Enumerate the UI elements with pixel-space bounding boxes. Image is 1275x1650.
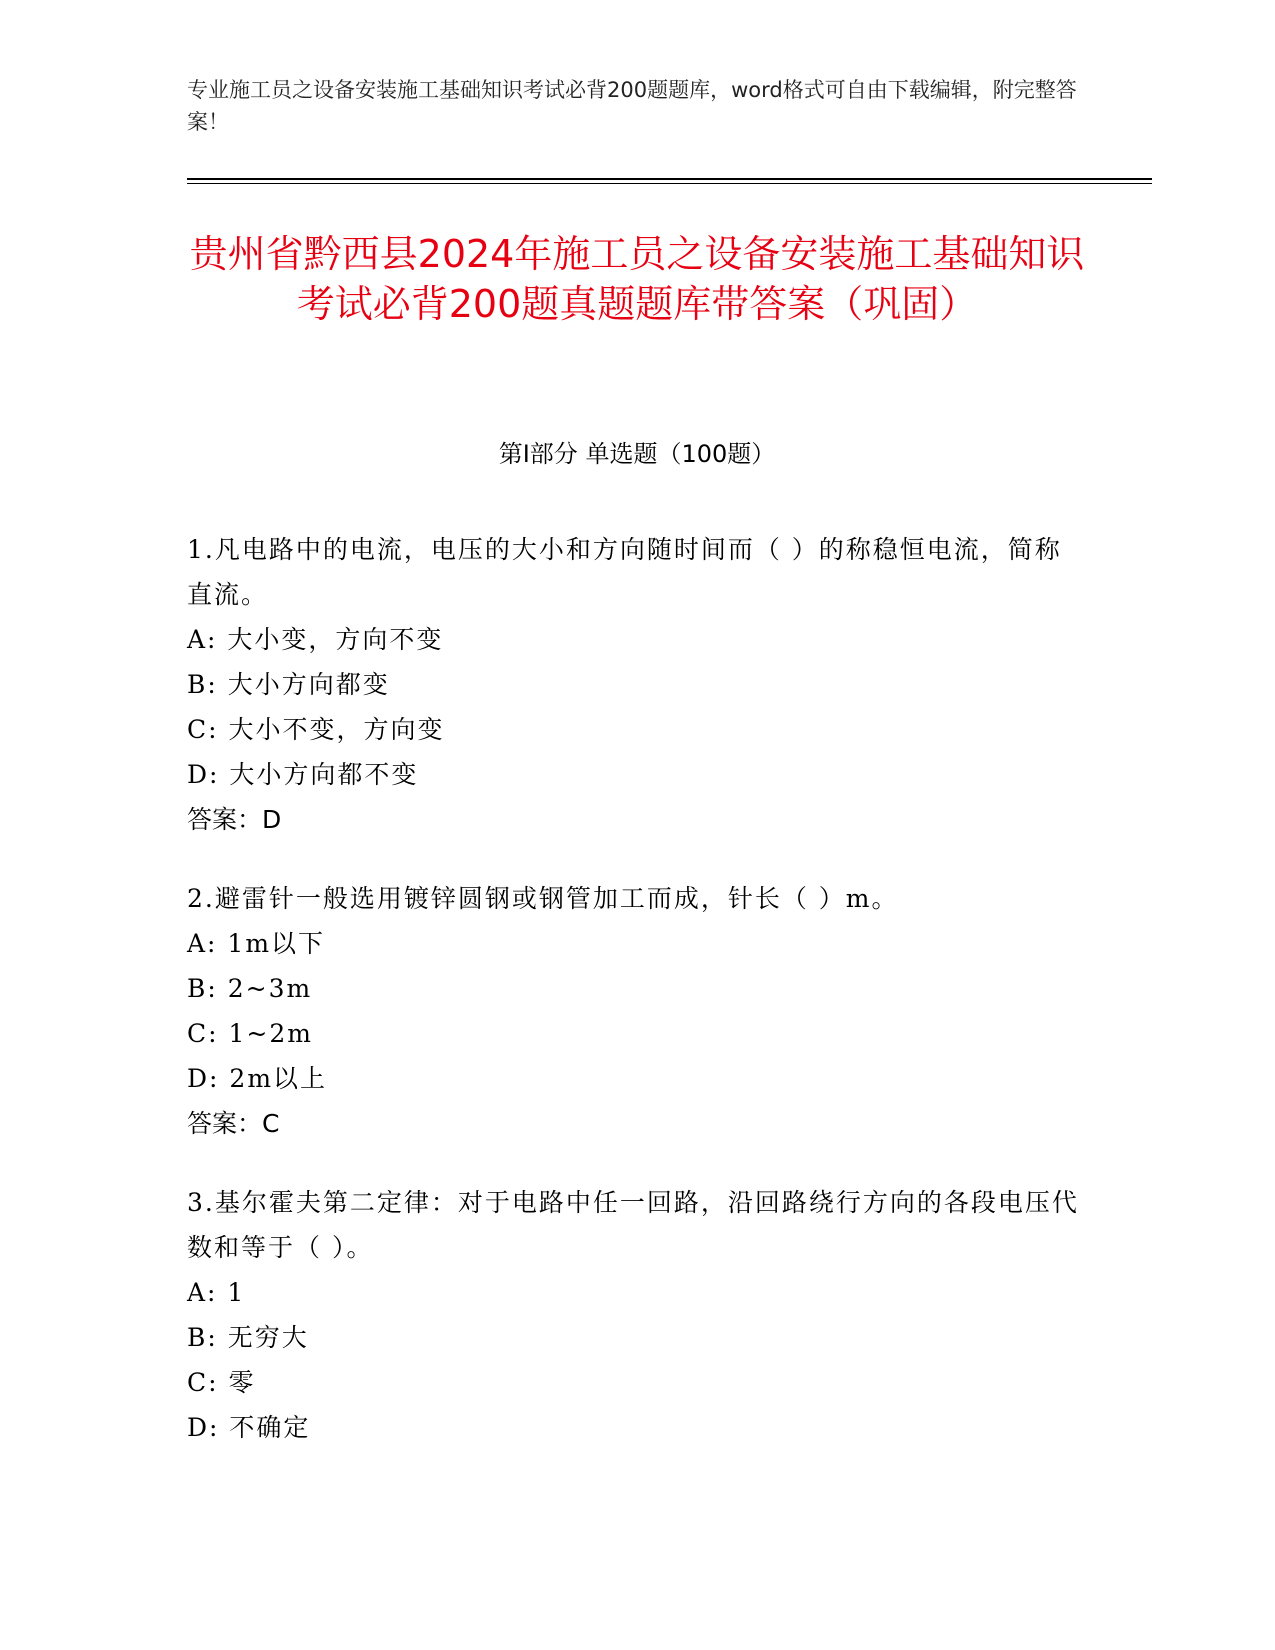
question-3: [187, 1180, 1087, 1450]
question-stem: 2.避雷针一般选用镀锌圆钢或钢管加工而成，针长（ ）m。: [187, 884, 899, 913]
answer-line: 答案：D: [187, 805, 282, 834]
header-divider-thin: [187, 183, 1152, 184]
question-2: [187, 876, 1087, 1146]
document-title: 贵州省黔西县2024年施工员之设备安装施工基础知识考试必背200题真题题库带答案（巩固）: [189, 232, 1085, 326]
option-b: B: 无穷大: [187, 1323, 309, 1352]
option-a: A: 大小变，方向不变: [187, 625, 444, 654]
option-b: B: 2~3m: [187, 974, 313, 1003]
option-b: B: 大小方向都变: [187, 670, 390, 699]
question-stem: 1.凡电路中的电流，电压的大小和方向随时间而（ ）的称稳恒电流，简称直流。: [187, 535, 1062, 609]
option-c: C: 大小不变，方向变: [187, 715, 445, 744]
question-stem: 3.基尔霍夫第二定律：对于电路中任一回路，沿回路绕行方向的各段电压代数和等于（ ）。: [187, 1188, 1079, 1262]
header-divider-thick: [187, 178, 1152, 180]
option-d: D: 2m以上: [187, 1064, 328, 1093]
option-c: C: 零: [187, 1368, 256, 1397]
header-note: 专业施工员之设备安装施工基础知识考试必背200题题库，word格式可自由下载编辑，附完整答案！: [187, 78, 1077, 134]
question-1: [187, 527, 1087, 842]
section-heading: 第I部分 单选题（100题）: [498, 440, 776, 468]
question-list: [187, 527, 1087, 1484]
option-d: D: 大小方向都不变: [187, 760, 419, 789]
answer-line: 答案：C: [187, 1109, 280, 1138]
option-d: D: 不确定: [187, 1413, 311, 1442]
option-a: A: 1: [187, 1278, 246, 1307]
option-a: A: 1m以下: [187, 929, 326, 958]
option-c: C: 1~2m: [187, 1019, 313, 1048]
